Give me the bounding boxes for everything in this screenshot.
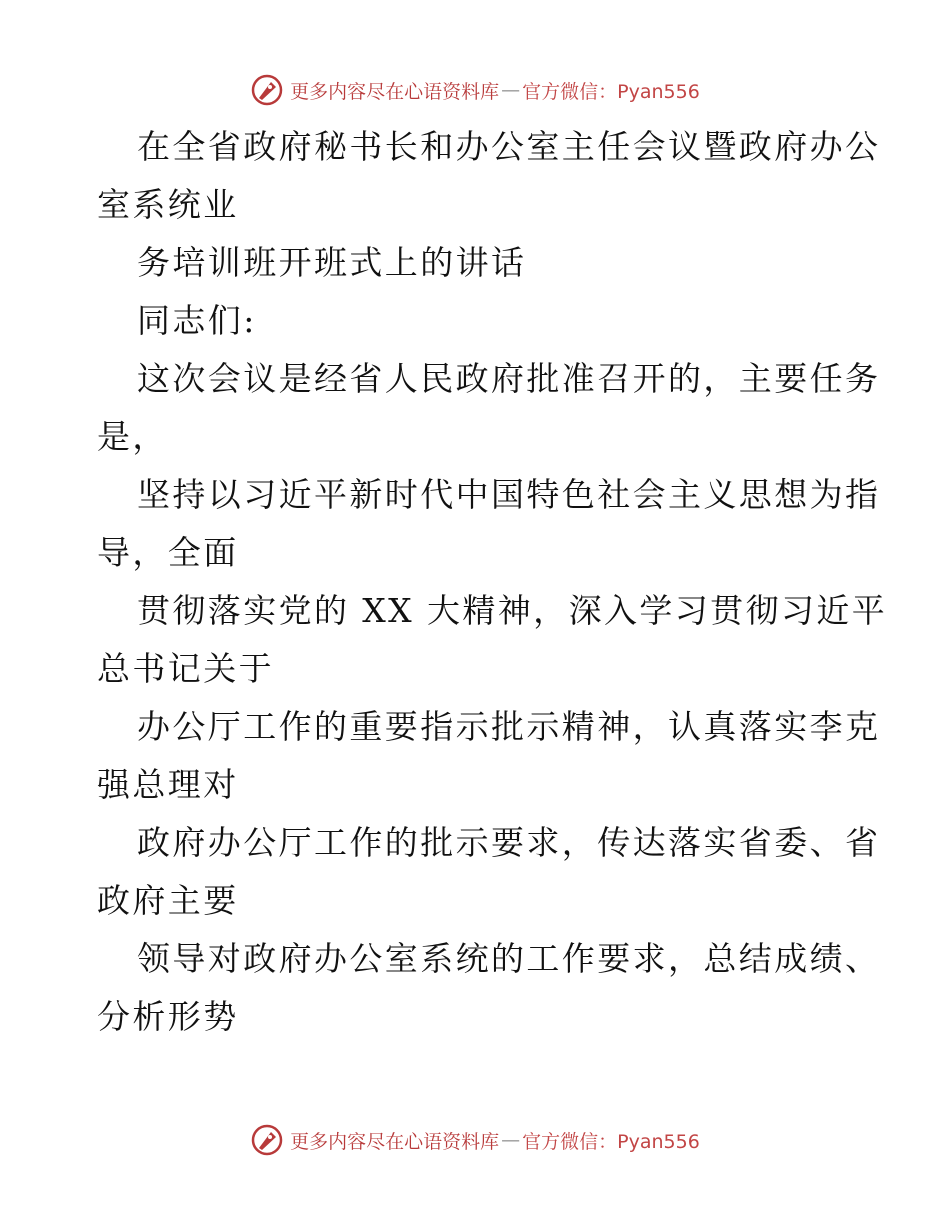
text-line: 是， [97,417,168,456]
watermark-wechat: 官方微信：Pyan556 [522,80,700,103]
text-line: 务培训班开班式上的讲话 [137,243,527,282]
text-line: 总书记关于 [97,649,274,688]
watermark-brand: 更多内容尽在心语资料库 [290,80,500,103]
watermark-separator: — [501,1129,521,1151]
watermark-brand: 更多内容尽在心语资料库 [290,1130,500,1153]
header-watermark [0,70,950,110]
text-line: 在全省政府秘书长和办公室主任会议暨政府办公 [137,127,881,166]
pen-nib-logo-icon [250,73,284,107]
text-line: 室系统业 [97,185,239,224]
text-line: 同志们: [137,301,257,340]
text-line: 坚持以习近平新时代中国特色社会主义思想为指 [137,475,881,514]
text-line: 政府主要 [97,881,239,920]
watermark-separator: — [501,79,521,101]
text-line: 办公厅工作的重要指示批示精神，认真落实李克 [137,707,881,746]
text-line: 贯彻落实党的 XX 大精神，深入学习贯彻习近平 [137,591,888,630]
text-line: 强总理对 [97,765,239,804]
document-body [97,118,888,1046]
text-line: 政府办公厅工作的批示要求，传达落实省委、省 [137,823,881,862]
text-line: 领导对政府办公室系统的工作要求，总结成绩、 [137,939,881,978]
text-line: 导，全面 [97,533,239,572]
pen-nib-logo-icon [250,1123,284,1157]
text-line: 这次会议是经省人民政府批准召开的，主要任务 [137,359,881,398]
text-line: 分析形势 [97,997,239,1036]
footer-watermark [0,1120,950,1160]
watermark-wechat: 官方微信：Pyan556 [522,1130,700,1153]
